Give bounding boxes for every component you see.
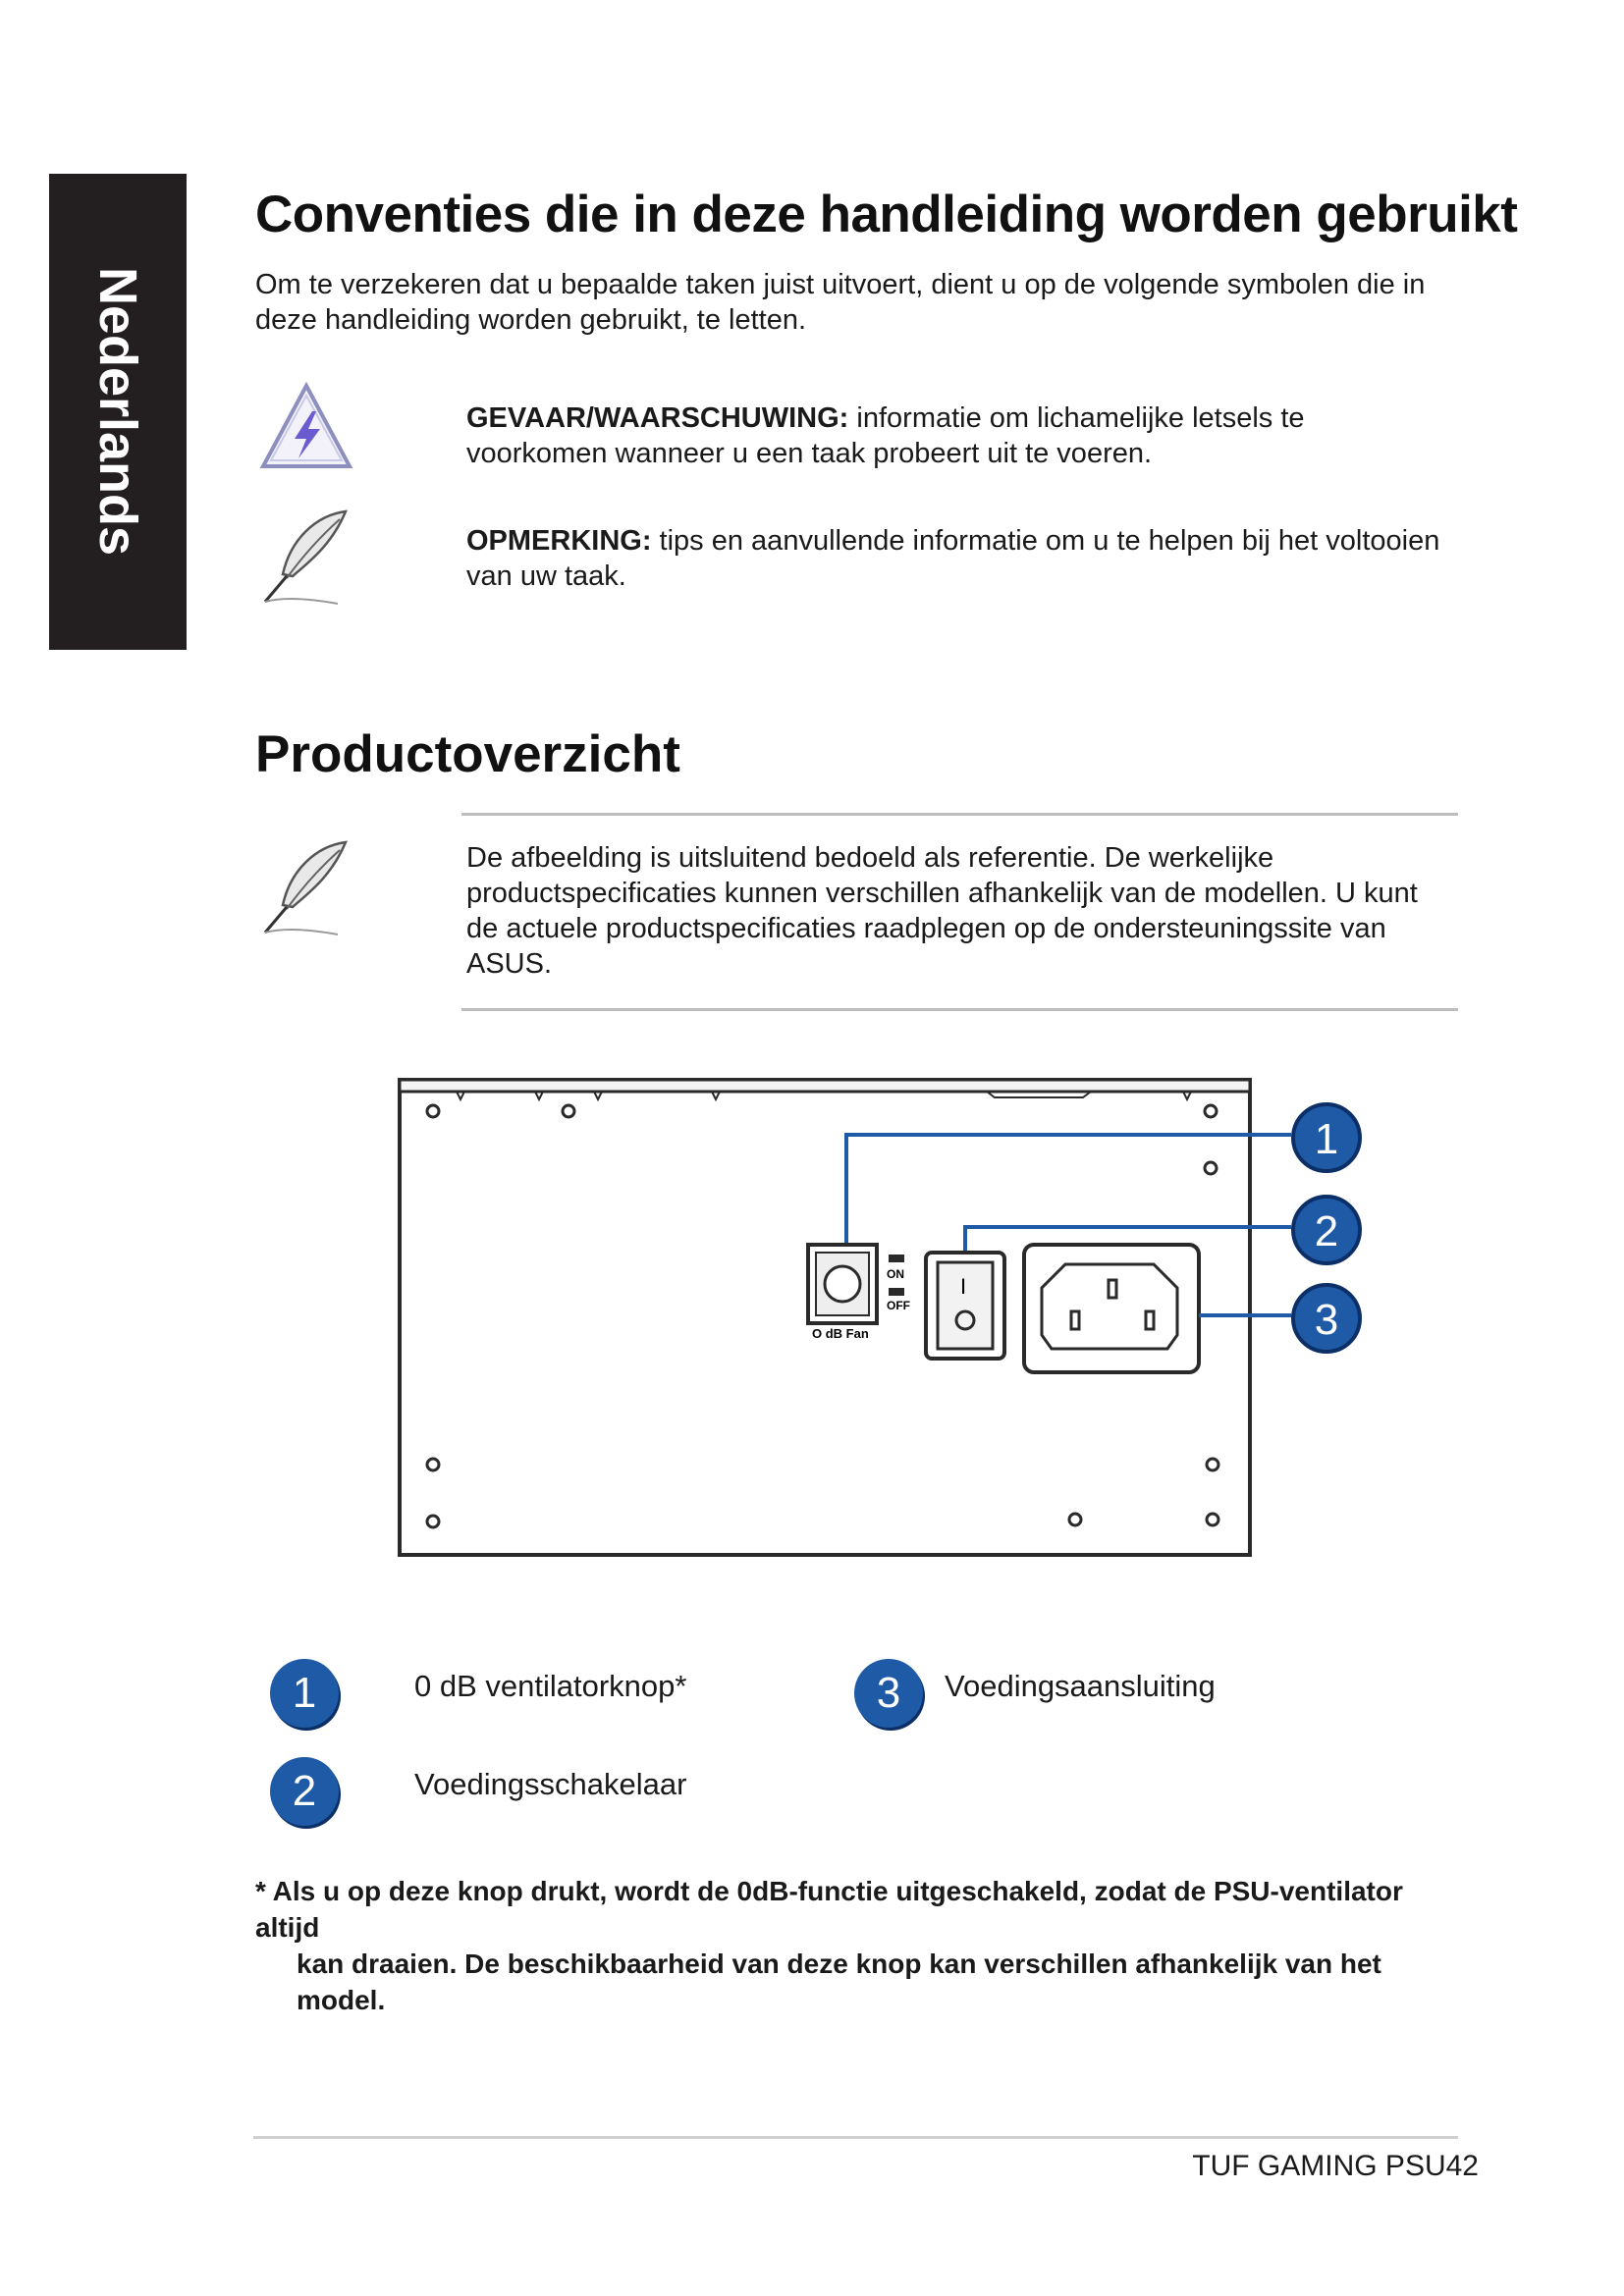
footer-product-title: TUF GAMING PSU42 bbox=[1192, 2150, 1479, 2182]
warning-label: GEVAAR/WAARSCHUWING: bbox=[466, 402, 849, 434]
svg-text:1: 1 bbox=[1314, 1115, 1339, 1163]
feather-pen-icon bbox=[257, 506, 355, 609]
warning-note bbox=[466, 400, 1448, 471]
language-side-tab bbox=[49, 174, 187, 650]
fan-button-label: O dB Fan bbox=[812, 1326, 869, 1341]
remark-note bbox=[466, 523, 1448, 594]
legend-label-2: Voedingsschakelaar bbox=[414, 1767, 687, 1801]
reference-note: De afbeelding is uitsluitend bedoeld als referentie. De werkelijke productspecificaties kunnen verschillen afhankelijk van de modellen. U kunt de actuele productspecificaties raadplegen op de ondersteuningssite van ASUS. bbox=[466, 842, 1418, 980]
footnote-line-1: * Als u op deze knop drukt, wordt de 0dB-functie uitgeschakeld, zodat de PSU-ventilator altijd bbox=[255, 1876, 1403, 1943]
psu-rear-panel-diagram bbox=[388, 1070, 1389, 1571]
callout-1 bbox=[1293, 1104, 1360, 1171]
svg-text:3: 3 bbox=[1314, 1296, 1339, 1344]
legend-label-1: 0 dB ventilatorknop* bbox=[414, 1669, 687, 1703]
footnote-line-2: kan draaien. De beschikbaarheid van deze knop kan verschillen afhankelijk van het model. bbox=[297, 1949, 1381, 2015]
remark-text: tips en aanvullende informatie om u te helpen bij het voltooien van uw taak. bbox=[466, 525, 1440, 592]
footer-divider bbox=[253, 2136, 1458, 2139]
warning-text: informatie om lichamelijke letsels te voorkomen wanneer u een taak probeert uit te voeren. bbox=[466, 402, 1305, 469]
legend-number-1: 1 bbox=[270, 1659, 339, 1728]
conventions-intro: Om te verzekeren dat u bepaalde taken juist uitvoert, dient u op de volgende symbolen die in deze handleiding worden gebruikt, te letten. bbox=[255, 269, 1426, 336]
fan-button-footnote bbox=[255, 1873, 1473, 2018]
feather-pen-icon bbox=[257, 836, 355, 939]
svg-text:2: 2 bbox=[1314, 1207, 1339, 1255]
conventions-heading: Conventies die in deze handleiding worden gebruikt bbox=[255, 186, 1518, 243]
legend-number-2: 2 bbox=[270, 1757, 339, 1826]
callout-2 bbox=[1293, 1197, 1360, 1263]
warning-triangle-lightning-icon bbox=[257, 378, 355, 476]
product-overview-heading: Productoverzicht bbox=[255, 725, 680, 783]
legend-number-3: 3 bbox=[854, 1659, 923, 1728]
note-top-divider bbox=[461, 813, 1458, 816]
power-rocker-switch bbox=[926, 1253, 1004, 1359]
side-tab-label: Nederlands bbox=[88, 266, 147, 557]
on-label: ON bbox=[887, 1267, 904, 1281]
rocker-on-mark: I bbox=[960, 1274, 967, 1299]
legend-label-3: Voedingsaansluiting bbox=[945, 1669, 1216, 1703]
off-label: OFF bbox=[887, 1299, 910, 1312]
callout-3 bbox=[1293, 1285, 1360, 1352]
power-inlet-connector bbox=[1024, 1245, 1199, 1372]
note-bottom-divider bbox=[461, 1008, 1458, 1011]
remark-label: OPMERKING: bbox=[466, 525, 652, 557]
